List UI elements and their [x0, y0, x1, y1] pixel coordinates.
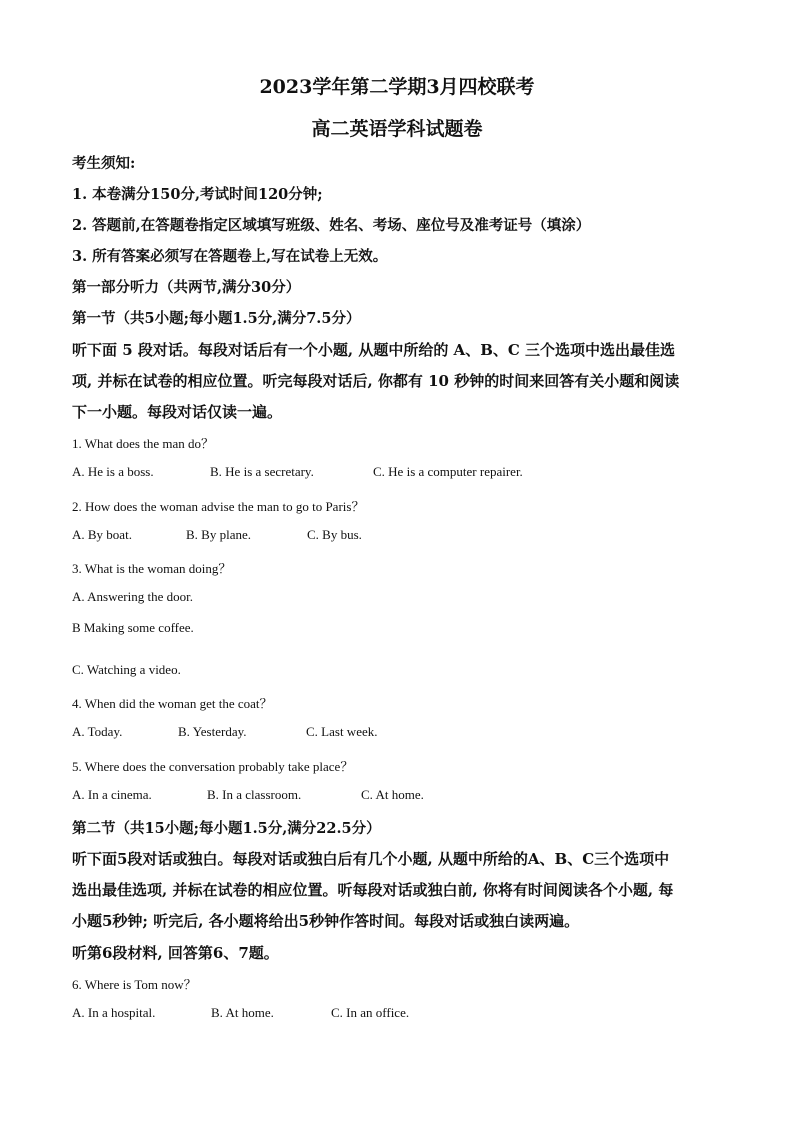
section1-heading: 第一节（共5小题;每小题1.5分,满分7.5分）	[72, 310, 361, 327]
question-2: 2. How does the woman advise the man to go to Paris？	[72, 499, 365, 514]
option-b: B Making some coffee.	[72, 620, 194, 635]
section2-heading: 第二节（共15小题;每小题1.5分,满分22.5分）	[72, 820, 381, 837]
option-a: A. Answering the door.	[72, 589, 193, 604]
option-a: A. He is a boss.	[72, 464, 154, 479]
question-6: 6. Where is Tom now？	[72, 977, 197, 992]
option-b: B. At home.	[211, 1005, 274, 1020]
option-c: C. Watching a video.	[72, 662, 181, 677]
question-4: 4. When did the woman get the coat？	[72, 696, 273, 711]
section2-instructions-line: 选出最佳选项, 并标在试卷的相应位置。听每段对话或独白前, 你将有时间阅读各个小题, 每	[72, 881, 674, 899]
section2-instructions-line: 小题5秒钟; 听完后, 各小题将给出5秒钟作答时间。每段对话或独白读两遍。	[72, 912, 580, 930]
notice-item: 1. 本卷满分150分,考试时间120分钟;	[72, 186, 323, 203]
option-a: A. By boat.	[72, 527, 132, 542]
section2-instructions-line: 听下面5段对话或独白。每段对话或独白后有几个小题, 从题中所给的A、B、C三个选项中	[72, 850, 670, 868]
option-a: A. Today.	[72, 724, 123, 739]
option-a: A. In a hospital.	[72, 1005, 156, 1020]
question-3: 3. What is the woman doing？	[72, 561, 232, 576]
exam-subtitle: 高二英语学科试题卷	[311, 118, 483, 140]
notice-heading: 考生须知:	[72, 155, 136, 172]
option-a: A. In a cinema.	[72, 787, 152, 802]
option-b: B. By plane.	[186, 527, 251, 542]
exam-title: 2023学年第二学期3月四校联考	[259, 76, 535, 98]
section1-instructions-line: 下一小题。每段对话仅读一遍。	[72, 403, 283, 421]
material-heading: 听第6段材料, 回答第6、7题。	[72, 944, 279, 962]
part1-heading: 第一部分听力（共两节,满分30分）	[72, 279, 301, 296]
notice-item: 3. 所有答案必须写在答题卷上,写在试卷上无效。	[72, 248, 388, 265]
option-b: B. He is a secretary.	[210, 464, 314, 479]
option-c: C. At home.	[361, 787, 424, 802]
question-5: 5. Where does the conversation probably take place？	[72, 759, 354, 774]
option-c: C. In an office.	[331, 1005, 410, 1020]
option-c: C. By bus.	[307, 527, 362, 542]
question-1: 1. What does the man do？	[72, 436, 215, 451]
option-c: C. Last week.	[306, 724, 378, 739]
notice-item: 2. 答题前,在答题卷指定区域填写班级、姓名、考场、座位号及准考证号（填涂）	[72, 217, 591, 234]
section1-instructions-line: 听下面 5 段对话。每段对话后有一个小题, 从题中所给的 A、B、C 三个选项中选出最佳选	[72, 341, 676, 359]
option-c: C. He is a computer repairer.	[373, 464, 523, 479]
option-b: B. In a classroom.	[207, 787, 302, 802]
section1-instructions-line: 项, 并标在试卷的相应位置。听完每段对话后, 你都有 10 秒钟的时间来回答有关小题和阅读	[72, 372, 680, 390]
option-b: B. Yesterday.	[178, 724, 247, 739]
